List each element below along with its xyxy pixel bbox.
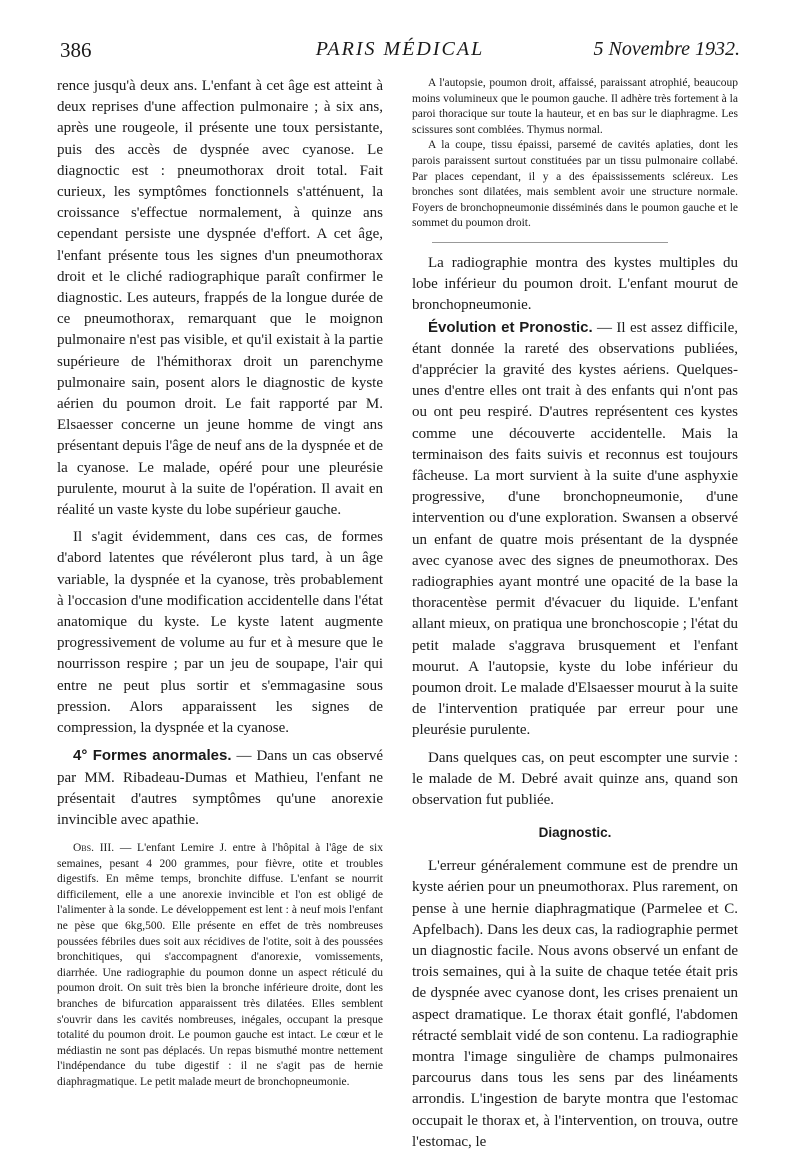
section-label: Évolution et Pronostic.	[428, 318, 593, 336]
observation-label: Obs. III.	[73, 842, 115, 855]
left-column	[57, 76, 383, 1091]
section-label: 4° Formes anormales.	[73, 747, 232, 765]
autopsy-note: A la coupe, tissu épaissi, parsemé de cavités aplaties, dont les parois paraissent surtout constituées par un tissu pulmonaire collabé. Par places cependant, il y a des épaississements scléreux. Les bronches sont dilatées, mais semblent avoir une structure normale. Foyers de bronchopneumonie disséminés dans le poumon gauche et le sommet du poumon droit.	[412, 139, 738, 230]
observation-note	[57, 841, 383, 1091]
paragraph: L'erreur généralement commune est de prendre un kyste aérien pour un pneumothorax. Plus rarement, on pense à une hernie diaphragmatique (Parmelee et C. Apfelbach). Dans les deux cas, la radiographie permet un diagnostic facile. Nous avons observé un enfant de trois semaines, qui à la suite de chaque tetée était pris de dyspnée avec cyanose dont, les crises prenaient un aspect dramatique. Le thorax était gonflé, l'abdomen rétracté semblait vidé de son contenu. La radiographie montra l'image singulière de champs pulmonaires parcourus dans tous les sens par des linéaments arrondis. L'ingestion de baryte montra que l'estomac occupait le thorax et, à l'intervention, on trouva, outre l'estomac, le	[412, 858, 738, 1150]
journal-title: PARIS MÉDICAL	[315, 38, 485, 60]
observation-text: — L'enfant Lemire J. entre à l'hôpital à l'âge de six semaines, pesant 4 200 grammes, pour fièvre, otite et troubles digestifs. En même temps, bronchite diffuse. L'enfant se nourrit difficilement, elle a une anorexie invincible et l'on est obligé de l'alimenter à la sonde. Le développement est lent : à neuf mois l'enfant ne pèse que 6kg,500. Elle présente en effet de très nombreuses poussées fébriles dues soit aux récidives de l'otite, soit à des poussées bronchitiques, qui s'accompagnent d'anorexie, vomissements, diarrhée. Une radiographie du poumon donne un aspect réticulé du poumon droit. On suit très bien la bronche inférieure droite, dont les branches de bifurcation apparaissent très dilatées. Elles semblent s'ouvrir dans les cavités nombreuses, inégales, occupant la presque totalité du poumon droit. Le poumon gauche est intact. Le cœur et le médiastin ne sont pas déplacés. Un repas bismuthé montre nettement l'indépendance du tube digestif : il ne s'agit pas de hernie diaphragmatique. Le petit malade meurt de bronchopneumonie.	[57, 842, 383, 1089]
paragraph-evolution	[412, 317, 738, 742]
autopsy-note: A l'autopsie, poumon droit, affaissé, paraissant atrophié, beaucoup moins volumineux que le poumon gauche. Il adhère très fortement à la paroi thoracique sur toute la hauteur, et en bas sur le diaphragme. Les scissures sont comblées. Thymus normal.	[412, 77, 738, 136]
paragraph: La radiographie montra des kystes multiples du lobe inférieur du poumon droit. L'enfant mourut de bronchopneumonie.	[412, 254, 738, 314]
issue-date: 5 Novembre 1932.	[593, 38, 740, 60]
section-heading-diagnostic: Diagnostic.	[538, 825, 612, 841]
page-number: 386	[60, 38, 92, 62]
paragraph-formes-anormales	[57, 745, 383, 831]
page-header	[60, 38, 740, 68]
paragraph-text: — Il est assez difficile, étant donnée la rareté des observations publiées, d'apprécier la gravité des kystes aériens. Quelques-unes d'entre elles ont trait à des enfants qui n'ont pas ou ont peu respiré. D'autres représentent ces kystes comme une découverte accidentelle. Mais la terminaison des faits suivis et reconnus est toujours fâcheuse. La mort survient à la suite d'une asphyxie progressive, d'une bronchopneumonie, d'une intervention ou d'une exploration. Swansen a observé un enfant de quatre mois présentant de la dyspnée avec cyanose avec des signes de pneumothorax. Des radiographies ayant montré une opacité de la base la thoracentèse permit d'évacuer du liquide. L'enfant allant mieux, on pratiqua une bronchoscopie ; l'état du petit malade s'aggrava brusquement et l'enfant mourut. A l'autopsie, kyste du lobe inférieur du poumon droit. Le malade d'Elsaesser mourut à la suite de l'intervention pratiquée par erreur pour une pleurésie purulente.	[412, 319, 738, 739]
paragraph: Dans quelques cas, on peut escompter une survie : le malade de M. Debré avait quinze ans, quand son observation fut publiée.	[412, 749, 738, 809]
paragraph: Il s'agit évidemment, dans ces cas, de formes d'abord latentes que révéleront plus tard, à un âge variable, la dyspnée et la cyanose, très probablement à l'occasion d'une modification accidentelle dans l'état anatomique du kyste. Le kyste latent augmente progressivement de volume au fur et à mesure que le nourrisson respire ; par un jeu de soupape, l'air qui entre ne peut plus sortir et s'emmagasine sous pression. Alors apparaissent les signes de compression, la dyspnée et la cyanose.	[57, 529, 383, 737]
paragraph-text: — Dans un cas observé par MM. Ribadeau-Dumas et Mathieu, l'enfant ne présentait d'autres symptômes qu'une anorexie invincible avec apathie.	[57, 748, 383, 828]
right-column	[412, 76, 738, 1153]
paragraph: rence jusqu'à deux ans. L'enfant à cet âge est atteint à deux reprises d'une affection pulmonaire ; à six ans, après une rougeole, il présente une toux persistante, puis des accès de dyspnée avec cyanose. Le diagnoctic est : pneumothorax droit total. Fait curieux, les symptômes fonctionnels s'atténuent, la croissance s'effectue normalement, à quinze ans cependant persiste une dyspnée d'effort. A cet âge, l'enfant présente tous les signes d'un pneumothorax droit et le cliché radiographique paraît confirmer le diagnostic. Les auteurs, frappés de la longue durée de ce pneumothorax, remarquant que le moignon pulmonaire n'est pas visible, et qu'il existait à la partie supérieure de l'hémithorax droit un parenchyme pulmonaire sain, posent alors le diagnostic de kyste aérien du poumon droit. Le fait rapporté par M. Elsaesser concerne un jeune homme de vingt ans présentant depuis l'âge de neuf ans de la dyspnée et de la cyanose. Le malade, opéré pour une pleurésie purulente, mourut à la suite de l'opération. Il avait en réalité un vaste kyste du lobe supérieur gauche.	[57, 78, 383, 519]
divider	[432, 242, 668, 243]
